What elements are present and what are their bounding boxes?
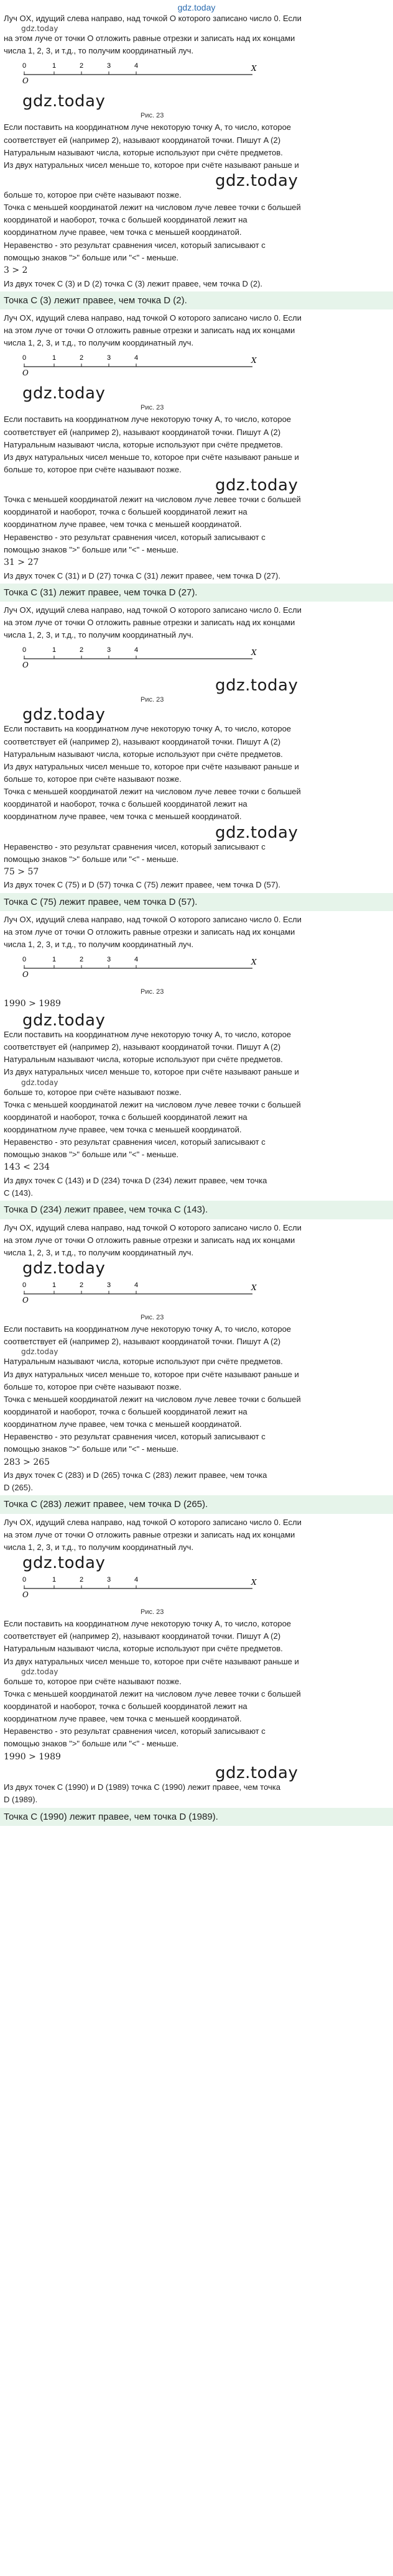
inequality: 1990 > 1989 — [4, 1751, 61, 1762]
inequality: 283 > 265 — [4, 1457, 50, 1467]
theory-line: Точка с меньшей координатой лежит на числовом луче левее точки с большей — [4, 203, 301, 213]
tick-label-2: 2 — [80, 1281, 84, 1290]
theory-line: координатном луче правее, чем точка с меньшей координатой. — [4, 1714, 242, 1724]
tick-label-3: 3 — [107, 646, 111, 654]
answer-line: Точка C (31) лежит правее, чем точка D (27). — [0, 584, 393, 602]
solution-block-2 — [4, 312, 389, 602]
tick-label-1: 1 — [52, 62, 57, 70]
end-label: X — [251, 356, 257, 365]
coordinate-ray-svg — [4, 1574, 265, 1606]
theory-line: Если поставить на координатном луче некоторую точку A, то число, которое — [4, 122, 292, 132]
origin-label: O — [22, 369, 29, 378]
answer-line: Точка D (234) лежит правее, чем точка C (143). — [0, 1201, 393, 1219]
tick-label-2: 2 — [80, 646, 84, 654]
figure-caption: Рис. 23 — [141, 1314, 164, 1322]
tick-label-4: 4 — [134, 1281, 139, 1290]
theory-line: Натуральным называют числа, которые используют при счёте предметов. — [4, 1357, 283, 1367]
coordinate-ray-svg — [4, 953, 265, 986]
coordinate-ray-svg — [4, 60, 265, 92]
theory-line: координатой и наоборот, точка с большей координатой лежит на — [4, 799, 247, 809]
theory-line: соответствует ей (например 2), называют координатой точки. Пишут A (2) — [4, 427, 281, 437]
theory-line: Точка с меньшей координатой лежит на числовом луче левее точки с большей — [4, 495, 301, 505]
tick-label-0: 0 — [22, 646, 27, 654]
tick-label-3: 3 — [107, 956, 111, 964]
theory-line: Неравенство - это результат сравнения чисел, который записывают с — [4, 1726, 266, 1736]
theory-line: соответствует ей (например 2), называют координатой точки. Пишут A (2) — [4, 1042, 281, 1052]
theory-line: Натуральным называют числа, которые используют при счёте предметов. — [4, 749, 283, 759]
tick-label-2: 2 — [80, 354, 84, 362]
intro-line: Луч OX, идущий слева направо, над точкой O которого записано число 0. Если — [4, 313, 302, 323]
theory-line: помощью знаков ">" больше или "<" - меньше. — [4, 1739, 179, 1749]
theory-line: помощью знаков ">" больше или "<" - меньше. — [4, 544, 179, 554]
theory-line: координатном луче правее, чем точка с меньшей координатой. — [4, 227, 242, 237]
coordinate-ray-figure — [4, 644, 389, 676]
watermark: gdz.today — [22, 1554, 106, 1573]
tick-label-1: 1 — [52, 956, 57, 964]
watermark: gdz.today — [215, 476, 298, 495]
case-statement-cont: D (1989). — [4, 1795, 38, 1805]
intro-line: Луч OX, идущий слева направо, над точкой O которого записано число 0. Если — [4, 1222, 302, 1232]
theory-line: Точка с меньшей координатой лежит на числовом луче левее точки с большей — [4, 1099, 301, 1109]
watermark: gdz.today — [22, 1011, 106, 1030]
theory-line: координатном луче правее, чем точка с меньшей координатой. — [4, 1419, 242, 1429]
theory-line: помощью знаков ">" больше или "<" - меньше. — [4, 1444, 179, 1454]
tick-label-0: 0 — [22, 354, 27, 362]
theory-line: Из двух натуральных чисел меньше то, которое при счёте называют раньше и — [4, 1656, 299, 1666]
theory-line: соответствует ей (например 2), называют координатой точки. Пишут A (2) — [4, 1337, 281, 1347]
tick-label-0: 0 — [22, 956, 27, 964]
theory-line: Если поставить на координатном луче некоторую точку A, то число, которое — [4, 415, 292, 424]
theory-line: Точка с меньшей координатой лежит на числовом луче левее точки с большей — [4, 1689, 301, 1698]
tick-label-1: 1 — [52, 1576, 57, 1584]
intro-line: Луч OX, идущий слева направо, над точкой O которого записано число 0. Если — [4, 914, 302, 924]
tick-label-0: 0 — [22, 1576, 27, 1584]
answer-line: Точка C (75) лежит правее, чем точка D (57). — [0, 893, 393, 911]
tick-label-4: 4 — [134, 1576, 139, 1584]
watermark: gdz.today — [22, 92, 106, 111]
theory-line: больше то, которое при счёте называют позже. — [4, 464, 182, 474]
end-label: X — [251, 1578, 257, 1587]
figure-caption: Рис. 23 — [141, 1608, 164, 1616]
theory-line: Из двух натуральных чисел меньше то, которое при счёте называют раньше и — [4, 1067, 299, 1077]
theory-line: помощью знаков ">" больше или "<" - меньше. — [4, 1150, 179, 1160]
case-statement: Из двух точек C (1990) и D (1989) точка C (1990) лежит правее, чем точка — [4, 1782, 280, 1792]
tick-label-1: 1 — [52, 1281, 57, 1290]
case-statement: Из двух точек C (143) и D (234) точка D (234) лежит правее, чем точка — [4, 1176, 267, 1186]
theory-line: Неравенство - это результат сравнения чисел, который записывают с — [4, 1432, 266, 1442]
watermark: gdz.today — [21, 1347, 58, 1357]
coordinate-ray-svg — [4, 352, 265, 384]
inequality: 31 > 27 — [4, 557, 39, 567]
coordinate-ray-figure — [4, 953, 389, 986]
theory-line: Натуральным называют числа, которые используют при счёте предметов. — [4, 1055, 283, 1065]
origin-label: O — [22, 1590, 29, 1600]
theory-line: координатном луче правее, чем точка с меньшей координатой. — [4, 520, 242, 529]
tick-label-4: 4 — [134, 62, 139, 70]
intro-line: на этом луче от точки O отложить равные отрезки и записать над их концами — [4, 34, 295, 44]
theory-line: Натуральным называют числа, которые используют при счёте предметов. — [4, 147, 283, 157]
theory-line: Из двух натуральных чисел меньше то, которое при счёте называют раньше и — [4, 761, 299, 771]
intro-line: Луч OX, идущий слева направо, над точкой O которого записано число 0. Если — [4, 605, 302, 615]
theory-line: координатой и наоборот, точка с большей координатой лежит на — [4, 1702, 247, 1712]
theory-line: координатой и наоборот, точка с большей координатой лежит на — [4, 507, 247, 517]
coordinate-ray-figure — [4, 60, 389, 92]
figure-caption: Рис. 23 — [141, 112, 164, 120]
theory-line: координатой и наоборот, точка с большей координатой лежит на — [4, 1406, 247, 1416]
tick-label-3: 3 — [107, 354, 111, 362]
intro-line: на этом луче от точки O отложить равные отрезки и записать над их концами — [4, 1235, 295, 1245]
case-statement: Из двух точек C (283) и D (265) точка C (283) лежит правее, чем точка — [4, 1470, 267, 1480]
case-statement: Из двух точек C (3) и D (2) точка C (3) лежит правее, чем точка D (2). — [4, 278, 263, 288]
tick-label-0: 0 — [22, 1281, 27, 1290]
tick-label-4: 4 — [134, 354, 139, 362]
intro-line: на этом луче от точки O отложить равные отрезки и записать над их концами — [4, 1529, 295, 1539]
tick-label-1: 1 — [52, 354, 57, 362]
tick-label-3: 3 — [107, 1576, 111, 1584]
intro-line: Луч OX, идущий слева направо, над точкой O которого записано число 0. Если — [4, 14, 302, 23]
answer-line: Точка C (3) лежит правее, чем точка D (2). — [0, 291, 393, 309]
tick-label-3: 3 — [107, 62, 111, 70]
theory-line: Точка с меньшей координатой лежит на числовом луче левее точки с большей — [4, 787, 301, 797]
watermark: gdz.today — [22, 705, 106, 725]
theory-line: соответствует ей (например 2), называют координатой точки. Пишут A (2) — [4, 1631, 281, 1641]
intro-line: числа 1, 2, 3, и т.д., то получим координатный луч. — [4, 46, 194, 56]
inequality: 143 < 234 — [4, 1162, 50, 1173]
solution-block-3 — [4, 604, 389, 911]
solution-block-5 — [4, 1222, 389, 1514]
watermark: gdz.today — [21, 1667, 58, 1676]
theory-line: Если поставить на координатном луче некоторую точку A, то число, которое — [4, 1030, 292, 1040]
theory-line: Неравенство - это результат сравнения чисел, который записывают с — [4, 240, 266, 250]
solution-block-6 — [4, 1516, 389, 1826]
end-label: X — [251, 648, 257, 658]
theory-line: Натуральным называют числа, которые используют при счёте предметов. — [4, 439, 283, 449]
watermark: gdz.today — [22, 384, 106, 403]
theory-line: соответствует ей (например 2), называют координатой точки. Пишут A (2) — [4, 135, 281, 145]
coordinate-ray-figure — [4, 352, 389, 384]
theory-line: больше то, которое при счёте называют позже. — [4, 1676, 182, 1686]
theory-line: Натуральным называют числа, которые используют при счёте предметов. — [4, 1644, 283, 1654]
coordinate-ray-svg — [4, 644, 265, 676]
inequality: 1990 > 1989 — [4, 999, 61, 1009]
watermark: gdz.today — [215, 1764, 298, 1783]
tick-label-2: 2 — [80, 62, 84, 70]
intro-line: на этом луче от точки O отложить равные отрезки и записать над их концами — [4, 618, 295, 628]
intro-line: числа 1, 2, 3, и т.д., то получим координатный луч. — [4, 1247, 194, 1257]
inequality: 75 > 57 — [4, 866, 39, 877]
case-statement-cont: C (143). — [4, 1188, 33, 1198]
watermark: gdz.today — [21, 1078, 58, 1087]
origin-label: O — [22, 76, 29, 86]
theory-line: Неравенство - это результат сравнения чисел, который записывают с — [4, 532, 266, 542]
theory-line: координатном луче правее, чем точка с меньшей координатой. — [4, 1125, 242, 1134]
tick-label-3: 3 — [107, 1281, 111, 1290]
theory-line: больше то, которое при счёте называют позже. — [4, 1087, 182, 1097]
figure-caption: Рис. 23 — [141, 988, 164, 996]
theory-line: Из двух натуральных чисел меньше то, которое при счёте называют раньше и — [4, 452, 299, 462]
coordinate-ray-figure — [4, 1279, 389, 1311]
theory-line: Точка с меньшей координатой лежит на числовом луче левее точки с большей — [4, 1394, 301, 1404]
theory-line: Если поставить на координатном луче некоторую точку A, то число, которое — [4, 724, 292, 734]
coordinate-ray-svg — [4, 1279, 265, 1311]
case-statement: Из двух точек C (75) и D (57) точка C (75) лежит правее, чем точка D (57). — [4, 880, 280, 890]
theory-line: координатой и наоборот, точка с большей координатой лежит на — [4, 215, 247, 225]
intro-line: на этом луче от точки O отложить равные отрезки и записать над их концами — [4, 927, 295, 937]
watermark: gdz.today — [22, 1259, 106, 1278]
theory-line: Из двух натуральных чисел меньше то, которое при счёте называют раньше и — [4, 1369, 299, 1379]
theory-line: Если поставить на координатном луче некоторую точку A, то число, которое — [4, 1324, 292, 1334]
tick-label-0: 0 — [22, 62, 27, 70]
end-label: X — [251, 958, 257, 967]
intro-line: числа 1, 2, 3, и т.д., то получим координатный луч. — [4, 940, 194, 950]
theory-line: помощью знаков ">" больше или "<" - меньше. — [4, 854, 179, 864]
theory-line: Неравенство - это результат сравнения чисел, который записывают с — [4, 841, 266, 851]
origin-label: O — [22, 1296, 29, 1305]
theory-line: больше то, которое при счёте называют позже. — [4, 774, 182, 784]
inequality: 3 > 2 — [4, 265, 28, 275]
watermark: gdz.today — [21, 24, 58, 34]
site-logo[interactable]: gdz.today — [177, 2, 216, 12]
theory-line: координатном луче правее, чем точка с меньшей координатой. — [4, 812, 242, 822]
intro-line: числа 1, 2, 3, и т.д., то получим координатный луч. — [4, 338, 194, 348]
theory-line: Если поставить на координатном луче некоторую точку A, то число, которое — [4, 1619, 292, 1629]
tick-label-1: 1 — [52, 646, 57, 654]
intro-line: на этом луче от точки O отложить равные отрезки и записать над их концами — [4, 326, 295, 336]
coordinate-ray-figure — [4, 1574, 389, 1606]
intro-line: числа 1, 2, 3, и т.д., то получим координатный луч. — [4, 630, 194, 640]
figure-caption: Рис. 23 — [141, 404, 164, 412]
theory-line: Неравенство - это результат сравнения чисел, который записывают с — [4, 1137, 266, 1147]
tick-label-4: 4 — [134, 646, 139, 654]
intro-line: числа 1, 2, 3, и т.д., то получим координатный луч. — [4, 1542, 194, 1552]
tick-label-2: 2 — [80, 956, 84, 964]
theory-line: соответствует ей (например 2), называют координатой точки. Пишут A (2) — [4, 736, 281, 746]
tick-label-4: 4 — [134, 956, 139, 964]
figure-caption: Рис. 23 — [141, 696, 164, 704]
watermark: gdz.today — [215, 172, 298, 191]
case-statement: Из двух точек C (31) и D (27) точка C (31) лежит правее, чем точка D (27). — [4, 571, 280, 580]
end-label: X — [251, 1283, 257, 1293]
tick-label-2: 2 — [80, 1576, 84, 1584]
theory-line: помощью знаков ">" больше или "<" - меньше. — [4, 252, 179, 262]
intro-line: Луч OX, идущий слева направо, над точкой O которого записано число 0. Если — [4, 1517, 302, 1527]
end-label: X — [251, 64, 257, 73]
theory-line: Из двух натуральных чисел меньше то, которое при счёте называют раньше и — [4, 160, 299, 170]
theory-line: больше то, которое при счёте называют позже. — [4, 1382, 182, 1391]
origin-label: O — [22, 661, 29, 670]
origin-label: O — [22, 970, 29, 979]
case-statement-cont: D (265). — [4, 1483, 33, 1493]
watermark: gdz.today — [215, 676, 298, 695]
watermark: gdz.today — [215, 823, 298, 842]
theory-line: координатой и наоборот, точка с большей координатой лежит на — [4, 1112, 247, 1122]
theory-line: больше то, которое при счёте называют позже. — [4, 190, 182, 200]
solution-block-4 — [4, 914, 389, 1219]
answer-line: Точка C (1990) лежит правее, чем точка D (1989). — [0, 1808, 393, 1826]
answer-line: Точка C (283) лежит правее, чем точка D (265). — [0, 1495, 393, 1513]
solution-block-1 — [4, 12, 389, 309]
